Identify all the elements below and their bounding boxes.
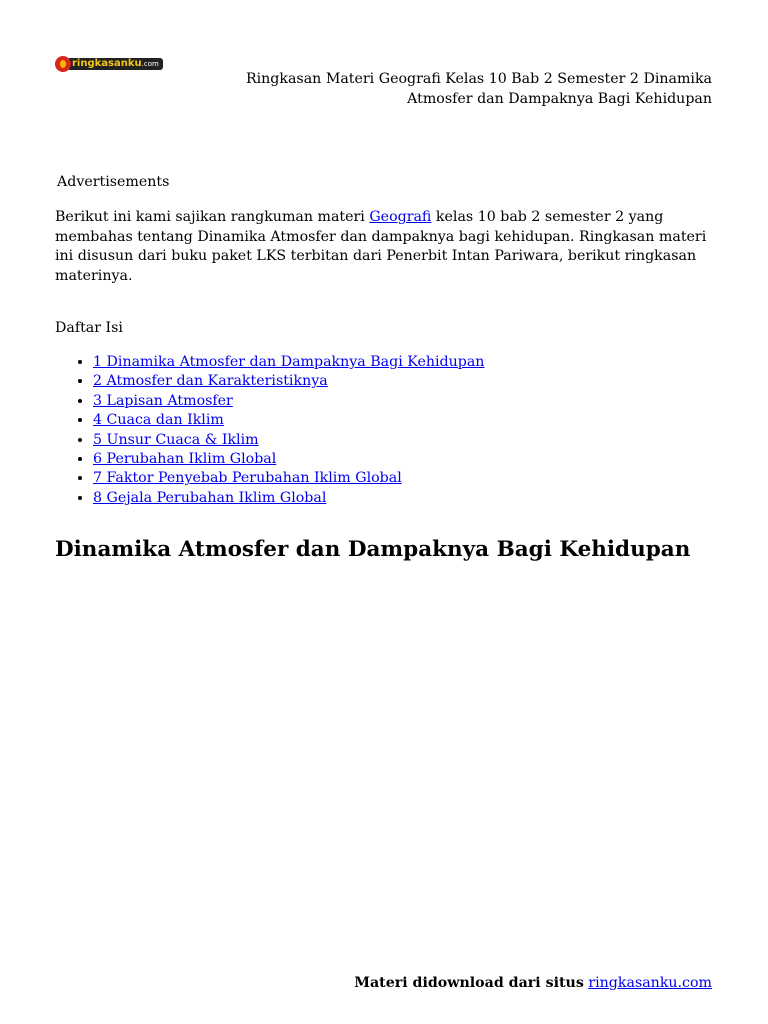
toc-item bbox=[93, 469, 484, 488]
logo-mark-icon bbox=[55, 56, 71, 72]
toc-link-7[interactable]: 7 Faktor Penyebab Perubahan Iklim Global bbox=[93, 470, 402, 487]
toc-link-4[interactable]: 4 Cuaca dan Iklim bbox=[93, 412, 224, 429]
toc-item bbox=[93, 489, 484, 508]
toc-link-8[interactable]: 8 Gejala Perubahan Iklim Global bbox=[93, 489, 327, 506]
intro-text-after: kelas 10 bab 2 semester 2 yang membahas tentang Dinamika Atmosfer dan dampaknya bagi kehidupan. Ringkasan materi ini disusun dari buku paket LKS terbitan dari Penerbit Intan Pariwara, berikut ringkasan materinya. bbox=[55, 209, 707, 284]
toc-item bbox=[93, 353, 484, 372]
toc-link-3[interactable]: 3 Lapisan Atmosfer bbox=[93, 392, 233, 409]
toc-link-2[interactable]: 2 Atmosfer dan Karakteristiknya bbox=[93, 373, 328, 390]
toc-link-6[interactable]: 6 Perubahan Iklim Global bbox=[93, 451, 277, 468]
toc-item bbox=[93, 411, 484, 430]
intro-paragraph bbox=[55, 208, 715, 286]
toc-link-5[interactable]: 5 Unsur Cuaca & Iklim bbox=[93, 431, 259, 448]
advertisements-label: Advertisements bbox=[57, 174, 170, 190]
header-line-1: Ringkasan Materi Geografi Kelas 10 Bab 2 Semester 2 Dinamika bbox=[245, 71, 712, 87]
geografi-link[interactable]: Geografi bbox=[369, 209, 432, 225]
document-header bbox=[232, 69, 712, 109]
footer bbox=[354, 973, 712, 993]
toc-item bbox=[93, 450, 484, 469]
footer-label: Materi didownload dari situs bbox=[354, 975, 584, 991]
toc-item bbox=[93, 392, 484, 411]
section-heading: Dinamika Atmosfer dan Dampaknya Bagi Kehidupan bbox=[55, 537, 691, 562]
table-of-contents bbox=[55, 353, 484, 508]
toc-item bbox=[93, 431, 484, 450]
toc-item bbox=[93, 372, 484, 391]
site-logo[interactable] bbox=[55, 56, 163, 72]
footer-site-link[interactable]: ringkasanku.com bbox=[588, 975, 712, 991]
intro-text-before: Berikut ini kami sajikan rangkuman materi bbox=[55, 209, 370, 225]
header-line-2: Atmosfer dan Dampaknya Bagi Kehidupan bbox=[407, 91, 712, 107]
logo-text: ringkasanku.com bbox=[69, 58, 163, 70]
toc-link-1[interactable]: 1 Dinamika Atmosfer dan Dampaknya Bagi Kehidupan bbox=[93, 354, 485, 370]
toc-title: Daftar Isi bbox=[55, 320, 123, 336]
